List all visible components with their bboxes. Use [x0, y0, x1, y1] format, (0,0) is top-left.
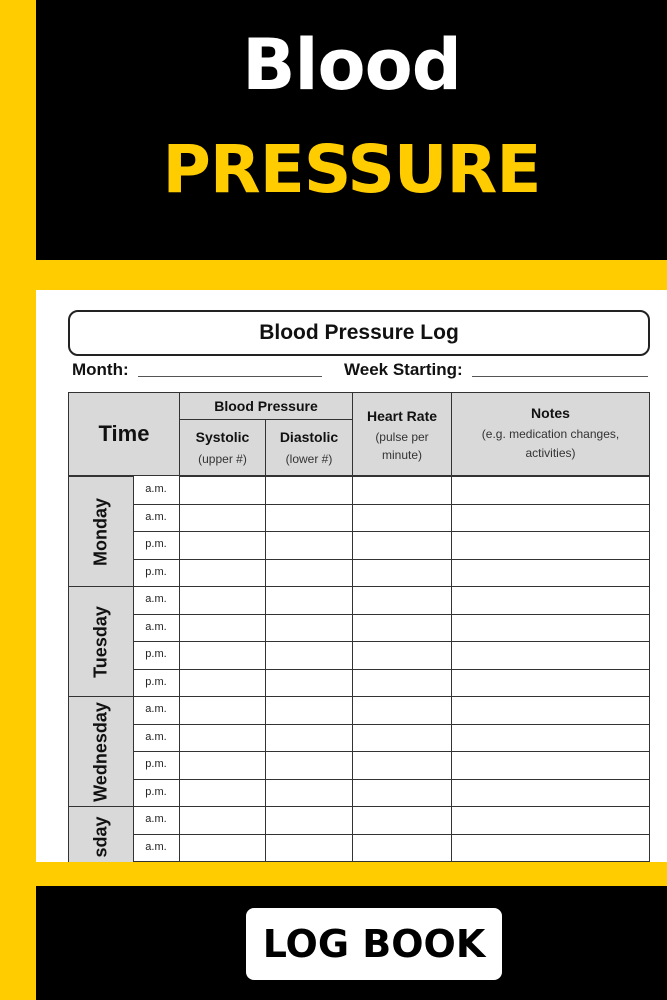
- diastolic-cell[interactable]: [265, 696, 353, 725]
- week-line: [472, 376, 648, 377]
- heart-rate-cell[interactable]: [352, 531, 452, 560]
- diastolic-cell[interactable]: [265, 531, 353, 560]
- diastolic-cell[interactable]: [265, 641, 353, 670]
- yellow-band-top: [36, 260, 667, 290]
- diastolic-cell[interactable]: [265, 724, 353, 753]
- diastolic-cell[interactable]: [265, 504, 353, 533]
- time-slot: [133, 779, 180, 808]
- systolic-cell[interactable]: [179, 751, 266, 780]
- heart-rate-cell[interactable]: [352, 696, 452, 725]
- systolic-cell[interactable]: [179, 834, 266, 863]
- header-heart-rate-note2: minute): [381, 448, 422, 462]
- log-table: [68, 392, 650, 862]
- diastolic-cell[interactable]: [265, 751, 353, 780]
- day-label-cell: [68, 806, 134, 862]
- header-diastolic-label: Diastolic: [279, 429, 339, 445]
- time-slot-label: a.m.: [145, 510, 167, 523]
- systolic-cell[interactable]: [179, 669, 266, 698]
- notes-cell[interactable]: [451, 669, 650, 698]
- header-heart-rate: [352, 392, 452, 476]
- day-name: Monday: [90, 497, 111, 566]
- heart-rate-cell[interactable]: [352, 641, 452, 670]
- time-slot-label: p.m.: [145, 758, 167, 770]
- header-time-label: Time: [98, 421, 150, 446]
- heart-rate-cell[interactable]: [352, 751, 452, 780]
- systolic-cell[interactable]: [179, 476, 266, 505]
- systolic-cell[interactable]: [179, 559, 266, 588]
- time-slot: [133, 751, 180, 780]
- time-slot: [133, 614, 180, 643]
- time-slot-label: a.m.: [145, 840, 167, 853]
- notes-cell[interactable]: [451, 834, 650, 863]
- systolic-cell[interactable]: [179, 724, 266, 753]
- day-name: Tuesday: [90, 605, 111, 678]
- header-systolic-note: (upper #): [198, 452, 247, 466]
- day-name: Wednesday: [90, 701, 111, 802]
- field-row: [72, 360, 652, 382]
- notes-cell[interactable]: [451, 806, 650, 835]
- log-page: [36, 290, 667, 862]
- systolic-cell[interactable]: [179, 779, 266, 808]
- notes-cell[interactable]: [451, 751, 650, 780]
- time-slot-label: p.m.: [145, 538, 167, 550]
- heart-rate-cell[interactable]: [352, 724, 452, 753]
- time-slot-label: a.m.: [145, 593, 167, 605]
- header-notes-label: Notes: [531, 405, 570, 421]
- header-notes-note2: activities): [525, 446, 576, 460]
- heart-rate-cell[interactable]: [352, 586, 452, 615]
- diastolic-cell[interactable]: [265, 834, 353, 863]
- time-slot: [133, 669, 180, 698]
- header-notes-note1: (e.g. medication changes,: [481, 427, 620, 441]
- time-slot-label: a.m.: [145, 813, 167, 825]
- yellow-band-bottom: [36, 862, 667, 886]
- time-slot: [133, 696, 180, 725]
- time-slot-label: a.m.: [145, 730, 167, 743]
- systolic-cell[interactable]: [179, 586, 266, 615]
- diastolic-cell[interactable]: [265, 586, 353, 615]
- diastolic-cell[interactable]: [265, 806, 353, 835]
- header-blood-pressure: [179, 392, 353, 420]
- month-label: Month:: [72, 360, 129, 379]
- time-slot-label: p.m.: [145, 785, 167, 798]
- systolic-cell[interactable]: [179, 531, 266, 560]
- diastolic-cell[interactable]: [265, 614, 353, 643]
- systolic-cell[interactable]: [179, 614, 266, 643]
- heart-rate-cell[interactable]: [352, 476, 452, 505]
- diastolic-cell[interactable]: [265, 779, 353, 808]
- systolic-cell[interactable]: [179, 806, 266, 835]
- time-slot: [133, 834, 180, 863]
- systolic-cell[interactable]: [179, 504, 266, 533]
- notes-cell[interactable]: [451, 614, 650, 643]
- time-slot-label: p.m.: [145, 648, 167, 660]
- log-book-badge: LOG BOOK: [246, 908, 502, 980]
- cover-title-pressure: PRESSURE: [162, 131, 541, 208]
- month-line: [138, 376, 322, 377]
- heart-rate-cell[interactable]: [352, 779, 452, 808]
- systolic-cell[interactable]: [179, 696, 266, 725]
- diastolic-cell[interactable]: [265, 476, 353, 505]
- notes-cell[interactable]: [451, 559, 650, 588]
- week-field: [344, 360, 652, 380]
- diastolic-cell[interactable]: [265, 559, 353, 588]
- time-slot-label: a.m.: [145, 620, 167, 633]
- notes-cell[interactable]: [451, 724, 650, 753]
- time-slot: [133, 476, 180, 505]
- notes-cell[interactable]: [451, 696, 650, 725]
- notes-cell[interactable]: [451, 641, 650, 670]
- header-blood-pressure-label: Blood Pressure: [214, 398, 318, 414]
- time-slot: [133, 806, 180, 835]
- day-label-cell: [68, 476, 134, 587]
- day-name: sday: [90, 816, 111, 858]
- time-slot: [133, 504, 180, 533]
- header-heart-rate-note1: (pulse per: [375, 430, 429, 444]
- notes-cell[interactable]: [451, 779, 650, 808]
- cover-title-blood: Blood: [242, 24, 461, 106]
- heart-rate-cell[interactable]: [352, 504, 452, 533]
- day-label-cell: [68, 586, 134, 697]
- notes-cell[interactable]: [451, 476, 650, 505]
- yellow-spine: [0, 0, 36, 1000]
- heart-rate-cell[interactable]: [352, 669, 452, 698]
- log-title: Blood Pressure Log: [68, 310, 650, 356]
- notes-cell[interactable]: [451, 531, 650, 560]
- time-slot: [133, 641, 180, 670]
- time-slot: [133, 531, 180, 560]
- week-label: Week Starting:: [344, 360, 463, 379]
- notes-cell[interactable]: [451, 586, 650, 615]
- header-diastolic: [265, 419, 353, 476]
- time-slot: [133, 724, 180, 753]
- header-systolic-label: Systolic: [195, 429, 250, 445]
- time-slot-label: p.m.: [145, 675, 167, 688]
- header-diastolic-note: (lower #): [285, 452, 333, 466]
- day-label-cell: [68, 696, 134, 807]
- time-slot-label: a.m.: [145, 703, 167, 715]
- notes-cell[interactable]: [451, 504, 650, 533]
- header-notes: [451, 392, 650, 476]
- header-heart-rate-label: Heart Rate: [366, 408, 438, 424]
- time-slot: [133, 559, 180, 588]
- header-systolic: [179, 419, 266, 476]
- header-time: [68, 392, 180, 476]
- time-slot-label: p.m.: [145, 565, 167, 578]
- heart-rate-cell[interactable]: [352, 614, 452, 643]
- heart-rate-cell[interactable]: [352, 559, 452, 588]
- time-slot: [133, 586, 180, 615]
- diastolic-cell[interactable]: [265, 669, 353, 698]
- month-field: [72, 360, 332, 380]
- heart-rate-cell[interactable]: [352, 806, 452, 835]
- systolic-cell[interactable]: [179, 641, 266, 670]
- time-slot-label: a.m.: [145, 483, 167, 495]
- heart-rate-cell[interactable]: [352, 834, 452, 863]
